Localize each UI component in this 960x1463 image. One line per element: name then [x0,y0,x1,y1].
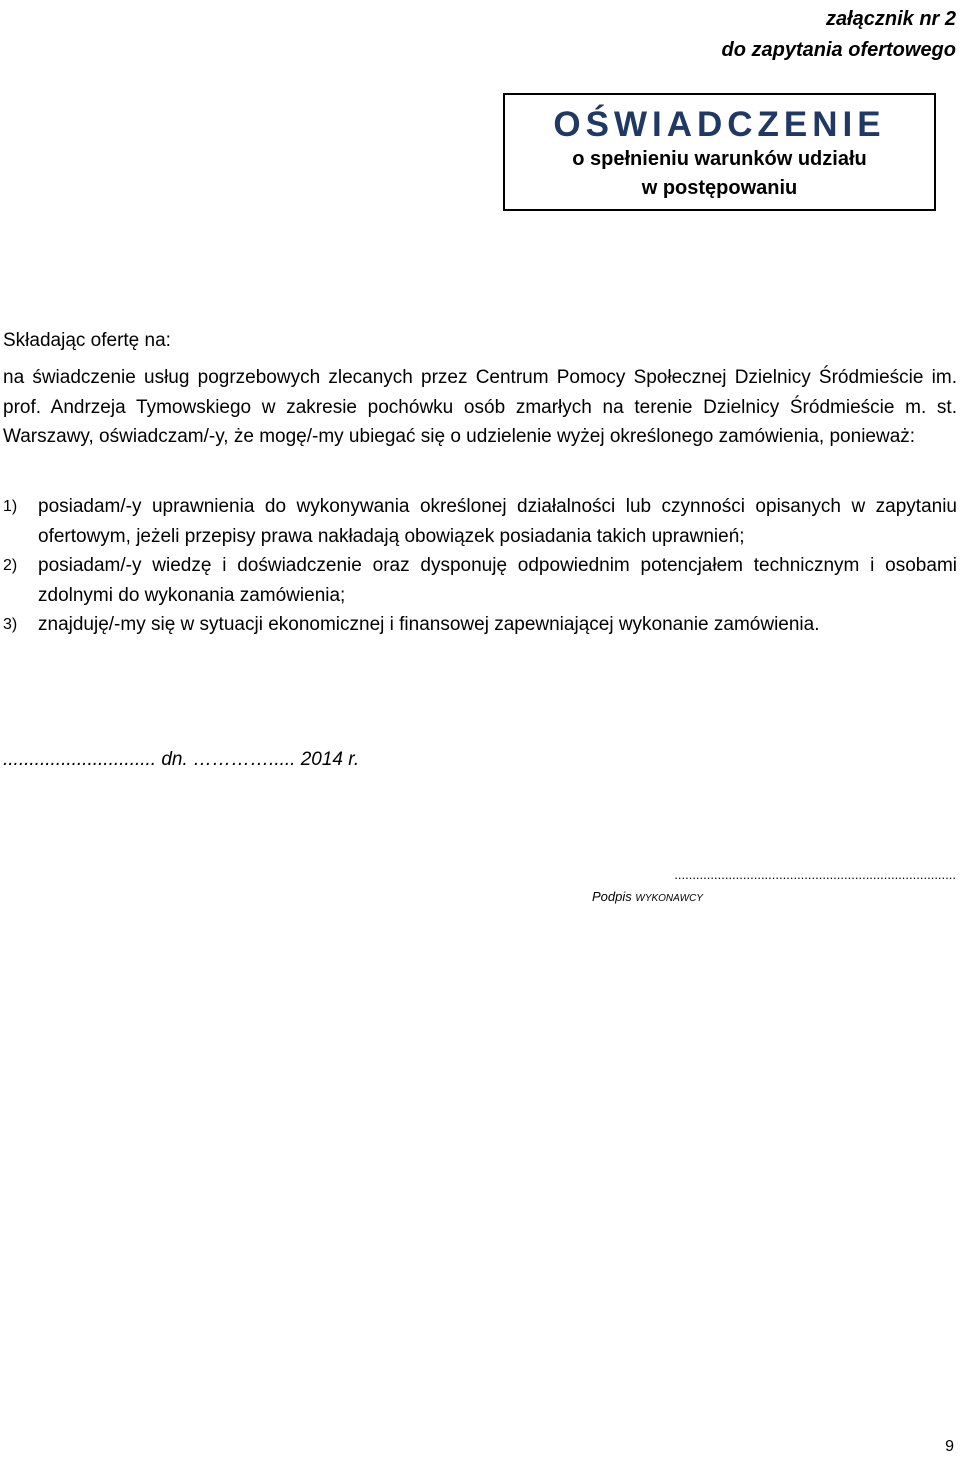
list-item-text: znajduję/-my się w sytuacji ekonomicznej i finansowej zapewniającej wykonanie zamówienia. [38,614,820,635]
page-number: 9 [945,1438,954,1455]
list-item-text: posiadam/-y wiedzę i doświadczenie oraz dysponuję odpowiednim potencjałem technicznym i osobami zdolnymi do wykonania zamówienia; [38,555,957,606]
attachment-line-1: załącznik nr 2 [825,8,956,30]
attachment-line-2: do zapytania ofertowego [721,39,956,61]
list-item-text: posiadam/-y uprawnienia do wykonywania określonej działalności lub czynności opisanych w zapytaniu ofertowym, jeżeli przepisy prawa nakładają obowiązek posiadania takich uprawnień; [38,496,957,547]
list-item-number: 1) [3,498,18,515]
list-item-number: 2) [3,557,18,574]
signature-label-caps: WYKONAWCY [635,893,703,904]
signature-label-text: Podpis [592,889,632,904]
list-item [3,492,957,551]
signature-label [592,888,703,908]
list-item [3,610,957,640]
title-box [503,93,936,211]
list-item [3,551,957,610]
attachment-note [722,4,956,66]
signature-line: .............................................................................. [674,867,956,882]
conditions-list [3,492,957,640]
document-title: OŚWIADCZENIE [553,105,886,144]
document-subtitle-line-2: w postępowaniu [641,177,798,199]
offer-paragraph: na świadczenie usług pogrzebowych zlecanych przez Centrum Pomocy Społecznej Dzielnicy Śródmieście im. prof. Andrzeja Tymowskiego w zakresie pochówku osób zmarłych na terenie Dzielnicy Śródmieście m. st. Warszawy, oświadczam/-y, że mogę/-my ubiegać się o udzielenie wyżej określonego zamówienia, ponieważ: [3,367,957,447]
list-item-number: 3) [3,616,18,633]
place-date-line: ............................. dn. …………..... 2014 r. [3,749,360,770]
document-subtitle-line-1: o spełnieniu warunków udziału [572,148,867,170]
intro-text: Składając ofertę na: [3,330,171,351]
